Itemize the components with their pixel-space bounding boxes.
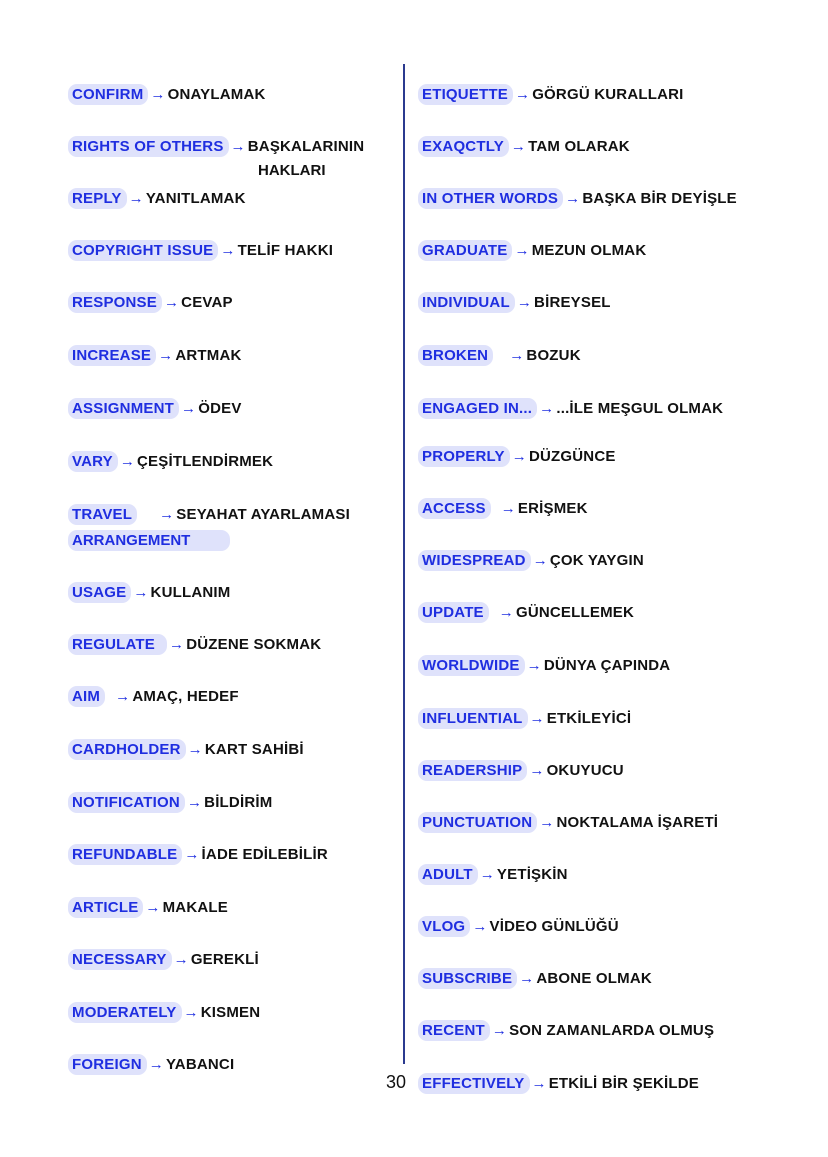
vocab-meaning: GEREKLİ: [190, 951, 259, 968]
arrow-icon: →: [158, 347, 174, 364]
arrow-icon: →: [514, 86, 531, 103]
vocab-meaning: YABANCI: [165, 1056, 235, 1073]
vocab-entry: [68, 688, 239, 705]
vocab-entry: [418, 1075, 699, 1092]
vocab-entry: [418, 294, 611, 311]
vocab-term: UPDATE: [418, 602, 489, 623]
vocab-entry: [68, 347, 242, 364]
vocab-term: SUBSCRIBE: [418, 968, 517, 989]
vocab-meaning: ÇOK YAYGIN: [549, 552, 644, 569]
vocab-entry: [68, 899, 228, 916]
arrow-icon: →: [159, 506, 175, 523]
vocab-term: RIGHTS OF OTHERS: [68, 136, 229, 157]
vocab-entry: [418, 242, 646, 259]
vocab-entry: [68, 584, 230, 601]
vocab-term: VARY: [68, 451, 118, 472]
vocab-entry: [418, 1022, 714, 1039]
vocab-meaning: KISMEN: [200, 1004, 261, 1021]
vocab-term: NOTIFICATION: [68, 792, 185, 813]
arrow-icon: →: [133, 584, 149, 601]
arrow-icon: →: [565, 190, 581, 207]
arrow-icon: →: [516, 294, 533, 311]
vocab-entry: [68, 138, 364, 155]
vocab-entry: [418, 918, 619, 935]
arrow-icon: →: [531, 1075, 547, 1092]
vocab-entry: [418, 500, 588, 517]
vocab-entry: [68, 242, 333, 259]
vocab-term: FOREIGN: [68, 1054, 147, 1075]
arrow-icon: →: [526, 657, 542, 674]
arrow-icon: →: [230, 138, 246, 155]
vocab-entry: [68, 794, 272, 811]
vocab-meaning: BAŞKA BİR DEYİŞLE: [582, 190, 737, 207]
vocab-term: MODERATELY: [68, 1002, 182, 1023]
arrow-icon: →: [529, 710, 545, 727]
arrow-icon: →: [150, 86, 166, 103]
vocab-term: ARTICLE: [68, 897, 143, 918]
vocab-term: PROPERLY: [418, 446, 510, 467]
vocab-term: COPYRIGHT ISSUE: [68, 240, 218, 261]
vocab-meaning: MAKALE: [162, 899, 228, 916]
vocab-entry: [68, 846, 328, 863]
arrow-icon: →: [145, 899, 161, 916]
vocab-term: WIDESPREAD: [418, 550, 531, 571]
arrow-icon: →: [163, 294, 180, 311]
vocab-entry: [418, 762, 624, 779]
vocab-entry: [418, 657, 670, 674]
vocab-meaning: AMAÇ, HEDEF: [132, 688, 239, 705]
vocab-term: REPLY: [68, 188, 127, 209]
vocab-meaning: BİREYSEL: [534, 294, 611, 311]
vocab-meaning: ETKİLİ BİR ŞEKİLDE: [548, 1075, 699, 1092]
vocab-term: VLOG: [418, 916, 470, 937]
vocab-meaning: OKUYUCU: [546, 762, 624, 779]
vocab-entry: [418, 552, 644, 569]
vocab-entry: [68, 86, 266, 103]
vocab-term: INFLUENTIAL: [418, 708, 528, 729]
vocab-entry: [418, 190, 737, 207]
vocab-meaning: ETKİLEYİCİ: [546, 710, 632, 727]
vocab-entry: [418, 448, 616, 465]
arrow-icon: →: [148, 1056, 164, 1073]
arrow-icon: →: [500, 500, 516, 517]
vocab-entry: [68, 400, 242, 417]
page-number: 30: [386, 1072, 407, 1092]
arrow-icon: →: [173, 951, 189, 968]
vocab-entry: [68, 190, 246, 207]
vocab-term: INCREASE: [68, 345, 156, 366]
vocab-entry: [418, 866, 568, 883]
column-divider: [403, 64, 405, 1064]
vocab-entry: [418, 604, 634, 621]
vocab-entry: [68, 453, 273, 470]
vocab-term: ENGAGED IN...: [418, 398, 537, 419]
vocab-meaning: ...İLE MEŞGUL OLMAK: [556, 400, 724, 417]
arrow-icon: →: [510, 138, 527, 155]
arrow-icon: →: [511, 448, 527, 465]
vocab-term: ETIQUETTE: [418, 84, 513, 105]
vocab-entry: [418, 970, 652, 987]
arrow-icon: →: [187, 741, 203, 758]
vocab-meaning: KULLANIM: [150, 584, 231, 601]
vocab-entry: [68, 1004, 260, 1021]
arrow-icon: →: [169, 636, 185, 653]
arrow-icon: →: [509, 347, 525, 364]
vocab-meaning: ÖDEV: [198, 400, 242, 417]
vocab-term: NECESSARY: [68, 949, 172, 970]
vocab-meaning: TAM OLARAK: [528, 138, 630, 155]
vocab-term: WORLDWIDE: [418, 655, 525, 676]
vocab-meaning: BOZUK: [526, 347, 581, 364]
vocab-term: AIM: [68, 686, 105, 707]
vocab-term: EFFECTIVELY: [418, 1073, 530, 1094]
arrow-icon: →: [519, 970, 535, 987]
vocab-meaning: SON ZAMANLARDA OLMUŞ: [509, 1022, 715, 1039]
vocab-term: BROKEN: [418, 345, 493, 366]
arrow-icon: →: [119, 453, 136, 470]
vocab-entry: [418, 710, 631, 727]
vocab-term: CONFIRM: [68, 84, 148, 105]
vocab-term: REGULATE: [68, 634, 167, 655]
vocab-entry: [418, 86, 684, 103]
arrow-icon: →: [498, 604, 514, 621]
vocab-meaning: NOKTALAMA İŞARETİ: [556, 814, 719, 831]
vocab-entry: [418, 347, 581, 364]
vocab-term: RESPONSE: [68, 292, 162, 313]
vocab-meaning: CEVAP: [181, 294, 233, 311]
vocab-entry: [68, 1056, 234, 1073]
arrow-icon: →: [181, 400, 197, 417]
arrow-icon: →: [115, 688, 131, 705]
vocab-term-continuation: ARRANGEMENT: [68, 530, 230, 551]
arrow-icon: →: [491, 1022, 508, 1039]
vocab-entry: [68, 741, 304, 758]
vocab-meaning: ABONE OLMAK: [536, 970, 652, 987]
vocab-term: CARDHOLDER: [68, 739, 186, 760]
vocab-meaning: GÖRGÜ KURALLARI: [532, 86, 684, 103]
arrow-icon: →: [514, 242, 530, 259]
vocab-term: PUNCTUATION: [418, 812, 537, 833]
arrow-icon: →: [186, 794, 203, 811]
vocab-meaning: SEYAHAT AYARLAMASI: [176, 506, 350, 523]
vocab-meaning: İADE EDİLEBİLİR: [201, 846, 328, 863]
vocab-meaning: ÇEŞİTLENDİRMEK: [137, 453, 274, 470]
vocab-term: INDIVIDUAL: [418, 292, 515, 313]
vocab-meaning: YETİŞKİN: [496, 866, 568, 883]
vocab-entry: [68, 636, 321, 653]
arrow-icon: →: [532, 552, 548, 569]
vocab-term: ACCESS: [418, 498, 491, 519]
vocab-meaning: ERİŞMEK: [517, 500, 588, 517]
vocab-meaning: DÜZGÜNCE: [528, 448, 616, 465]
arrow-icon: →: [472, 918, 488, 935]
vocab-term: ASSIGNMENT: [68, 398, 179, 419]
vocab-entry: [68, 294, 233, 311]
vocab-term: REFUNDABLE: [68, 844, 182, 865]
vocab-meaning: MEZUN OLMAK: [531, 242, 647, 259]
vocab-entry: [68, 951, 259, 968]
vocab-entry: [68, 506, 350, 523]
vocab-meaning: DÜNYA ÇAPINDA: [543, 657, 671, 674]
vocab-meaning: TELİF HAKKI: [237, 242, 334, 259]
vocab-meaning: ARTMAK: [175, 347, 242, 364]
vocab-meaning: BAŞKALARININ: [247, 138, 365, 155]
arrow-icon: →: [539, 400, 555, 417]
vocab-term: EXAQCTLY: [418, 136, 509, 157]
vocab-meaning: DÜZENE SOKMAK: [186, 636, 322, 653]
vocab-term: READERSHIP: [418, 760, 527, 781]
vocab-term: GRADUATE: [418, 240, 512, 261]
vocab-entry: [418, 400, 723, 417]
vocab-meaning: VİDEO GÜNLÜĞÜ: [489, 918, 619, 935]
vocab-term: ADULT: [418, 864, 478, 885]
arrow-icon: →: [529, 762, 545, 779]
vocab-term: IN OTHER WORDS: [418, 188, 563, 209]
vocab-term: RECENT: [418, 1020, 490, 1041]
arrow-icon: →: [184, 846, 200, 863]
arrow-icon: →: [220, 242, 236, 259]
vocab-term: TRAVEL: [68, 504, 137, 525]
vocab-meaning: BİLDİRİM: [204, 794, 273, 811]
arrow-icon: →: [539, 814, 555, 831]
arrow-icon: →: [183, 1004, 199, 1021]
vocab-entry: [418, 138, 630, 155]
vocab-meaning: GÜNCELLEMEK: [515, 604, 635, 621]
vocab-meaning: KART SAHİBİ: [204, 741, 304, 758]
arrow-icon: →: [479, 866, 495, 883]
vocab-meaning: YANITLAMAK: [145, 190, 246, 207]
vocab-entry: [418, 814, 718, 831]
vocab-term: USAGE: [68, 582, 131, 603]
vocab-meaning: ONAYLAMAK: [167, 86, 266, 103]
vocab-meaning-continuation: HAKLARI: [258, 162, 326, 179]
arrow-icon: →: [128, 190, 144, 207]
